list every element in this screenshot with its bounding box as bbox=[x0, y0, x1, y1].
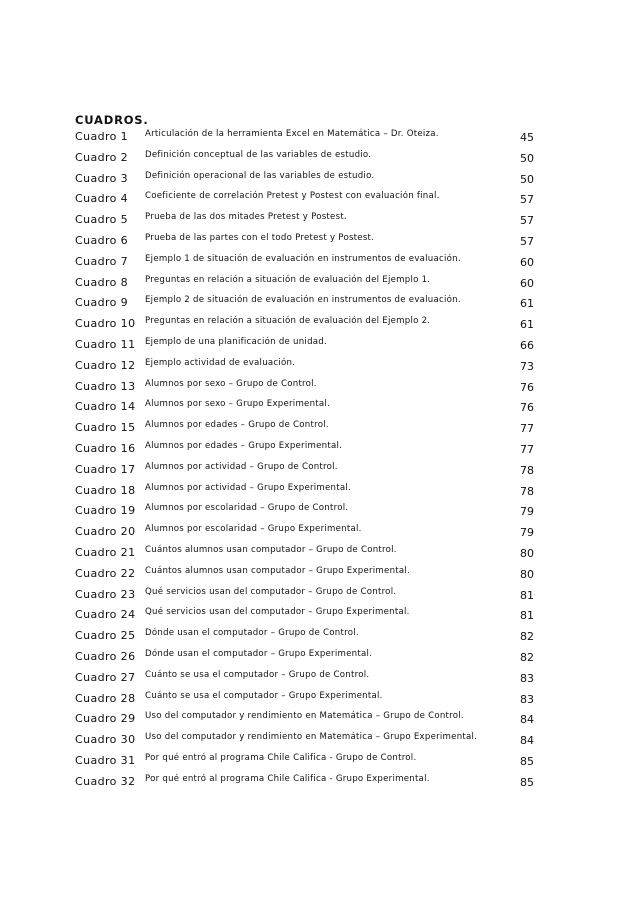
entry-label: Cuadro 31 bbox=[75, 753, 136, 767]
entry-label: Cuadro 27 bbox=[75, 670, 136, 684]
entry-title: Ejemplo 1 de situación de evaluación en instrumentos de evaluación. bbox=[145, 253, 461, 264]
entry-title: Prueba de las dos mitades Pretest y Postest. bbox=[145, 212, 347, 223]
toc-entry bbox=[75, 377, 537, 398]
entry-title: Dónde usan el computador – Grupo Experimental. bbox=[145, 648, 373, 659]
toc-entry bbox=[75, 335, 537, 356]
entry-page-number: 84 bbox=[520, 734, 534, 748]
entry-page-number: 79 bbox=[520, 505, 534, 519]
entry-label: Cuadro 26 bbox=[75, 649, 136, 663]
entry-label: Cuadro 7 bbox=[75, 254, 129, 268]
entry-page-number: 60 bbox=[520, 255, 534, 269]
entry-title: Cuánto se usa el computador – Grupo de Control. bbox=[145, 669, 370, 680]
entry-page-number: 77 bbox=[520, 442, 534, 456]
entry-title: Preguntas en relación a situación de evaluación del Ejemplo 2. bbox=[145, 316, 431, 327]
page-title: CUADROS. bbox=[75, 113, 149, 127]
entry-title: Prueba de las partes con el todo Pretest y Postest. bbox=[145, 232, 375, 243]
entry-label: Cuadro 8 bbox=[75, 275, 129, 289]
entry-title: Qué servicios usan del computador – Grupo Experimental. bbox=[145, 607, 410, 618]
entry-title: Alumnos por actividad – Grupo Experimental. bbox=[145, 482, 352, 493]
entry-page-number: 57 bbox=[520, 193, 534, 207]
entry-label: Cuadro 25 bbox=[75, 629, 136, 643]
entry-title: Ejemplo 2 de situación de evaluación en instrumentos de evaluación. bbox=[145, 295, 461, 306]
entry-page-number: 45 bbox=[520, 131, 534, 144]
entry-page-number: 50 bbox=[520, 151, 534, 165]
entry-label: Cuadro 30 bbox=[75, 733, 136, 747]
entry-label: Cuadro 21 bbox=[75, 545, 136, 559]
entry-title: Alumnos por sexo – Grupo de Control. bbox=[145, 378, 317, 389]
toc-entry bbox=[75, 148, 537, 169]
entry-page-number: 85 bbox=[520, 754, 534, 768]
entry-page-number: 83 bbox=[520, 671, 534, 685]
toc-entry bbox=[75, 689, 537, 710]
toc-entry bbox=[75, 418, 537, 439]
entry-page-number: 50 bbox=[520, 172, 534, 186]
entry-page-number: 61 bbox=[520, 318, 534, 332]
toc-entry bbox=[75, 522, 537, 543]
entry-title: Cuánto se usa el computador – Grupo Experimental. bbox=[145, 690, 383, 701]
entry-label: Cuadro 18 bbox=[75, 483, 136, 497]
entry-title: Por qué entró al programa Chile Califica - Grupo Experimental. bbox=[145, 773, 430, 784]
entry-page-number: 80 bbox=[520, 567, 534, 581]
entry-page-number: 57 bbox=[520, 234, 534, 248]
toc-entry bbox=[75, 564, 537, 585]
entry-label: Cuadro 29 bbox=[75, 712, 136, 726]
entry-title: Alumnos por actividad – Grupo de Control. bbox=[145, 461, 338, 472]
entry-title: Coeficiente de correlación Pretest y Postest con evaluación final. bbox=[145, 191, 440, 202]
entry-label: Cuadro 16 bbox=[75, 441, 136, 455]
toc-entry bbox=[75, 210, 537, 231]
entry-title: Alumnos por escolaridad – Grupo de Control. bbox=[145, 503, 349, 514]
entry-page-number: 78 bbox=[520, 463, 534, 477]
toc-entry bbox=[75, 585, 537, 606]
entry-label: Cuadro 23 bbox=[75, 587, 136, 601]
entry-title: Cuántos alumnos usan computador – Grupo Experimental. bbox=[145, 565, 411, 576]
entry-label: Cuadro 22 bbox=[75, 566, 136, 580]
entry-label: Cuadro 28 bbox=[75, 691, 136, 705]
entry-label: Cuadro 10 bbox=[75, 317, 136, 331]
entry-page-number: 78 bbox=[520, 484, 534, 498]
entry-title: Definición conceptual de las variables de estudio. bbox=[145, 149, 372, 160]
entry-label: Cuadro 9 bbox=[75, 296, 129, 310]
toc-entry bbox=[75, 626, 537, 647]
entry-label: Cuadro 6 bbox=[75, 233, 129, 247]
toc-entry bbox=[75, 231, 537, 252]
entry-page-number: 73 bbox=[520, 359, 534, 373]
entry-label: Cuadro 24 bbox=[75, 608, 136, 622]
entry-page-number: 76 bbox=[520, 380, 534, 394]
toc-entry bbox=[75, 314, 537, 335]
entry-page-number: 80 bbox=[520, 546, 534, 560]
entry-label: Cuadro 4 bbox=[75, 192, 129, 206]
entry-title: Uso del computador y rendimiento en Matemática – Grupo Experimental. bbox=[145, 732, 478, 743]
entry-title: Ejemplo de una planificación de unidad. bbox=[145, 336, 327, 347]
toc-entry bbox=[75, 668, 537, 689]
toc-entry bbox=[75, 501, 537, 522]
entry-label: Cuadro 17 bbox=[75, 462, 136, 476]
toc-entry bbox=[75, 356, 537, 377]
toc-entry bbox=[75, 481, 537, 502]
entry-label: Cuadro 15 bbox=[75, 421, 136, 435]
entry-title: Preguntas en relación a situación de evaluación del Ejemplo 1. bbox=[145, 274, 431, 285]
entry-label: Cuadro 3 bbox=[75, 171, 129, 185]
entry-label: Cuadro 11 bbox=[75, 337, 136, 351]
entry-page-number: 82 bbox=[520, 630, 534, 644]
entry-label: Cuadro 20 bbox=[75, 525, 136, 539]
entry-page-number: 83 bbox=[520, 692, 534, 706]
entry-title: Por qué entró al programa Chile Califica - Grupo de Control. bbox=[145, 752, 417, 763]
entry-label: Cuadro 13 bbox=[75, 379, 136, 393]
toc-entry bbox=[75, 772, 537, 793]
entry-label: Cuadro 12 bbox=[75, 358, 136, 372]
toc-entry bbox=[75, 460, 537, 481]
toc-entry bbox=[75, 293, 537, 314]
toc-entry bbox=[75, 709, 537, 730]
toc-entry bbox=[75, 439, 537, 460]
entry-page-number: 66 bbox=[520, 338, 534, 352]
toc-entry bbox=[75, 397, 537, 418]
entry-title: Cuántos alumnos usan computador – Grupo de Control. bbox=[145, 544, 397, 555]
toc-entry bbox=[75, 605, 537, 626]
table-of-contents-list bbox=[75, 127, 537, 793]
entry-label: Cuadro 1 bbox=[75, 130, 129, 143]
entry-page-number: 81 bbox=[520, 609, 534, 623]
entry-title: Alumnos por edades – Grupo Experimental. bbox=[145, 440, 343, 451]
entry-label: Cuadro 5 bbox=[75, 213, 129, 227]
entry-page-number: 85 bbox=[520, 775, 534, 789]
entry-title: Uso del computador y rendimiento en Matemática – Grupo de Control. bbox=[145, 711, 464, 722]
toc-entry bbox=[75, 252, 537, 273]
entry-title: Definición operacional de las variables de estudio. bbox=[145, 170, 375, 181]
entry-title: Alumnos por escolaridad – Grupo Experimental. bbox=[145, 524, 362, 535]
toc-entry bbox=[75, 189, 537, 210]
entry-title: Qué servicios usan del computador – Grupo de Control. bbox=[145, 586, 397, 597]
entry-page-number: 61 bbox=[520, 297, 534, 311]
entry-page-number: 82 bbox=[520, 650, 534, 664]
entry-label: Cuadro 14 bbox=[75, 400, 136, 414]
entry-page-number: 84 bbox=[520, 713, 534, 727]
entry-label: Cuadro 2 bbox=[75, 150, 129, 164]
entry-page-number: 77 bbox=[520, 422, 534, 436]
entry-page-number: 60 bbox=[520, 276, 534, 290]
entry-title: Alumnos por edades – Grupo de Control. bbox=[145, 420, 329, 431]
entry-title: Alumnos por sexo – Grupo Experimental. bbox=[145, 399, 331, 410]
toc-entry bbox=[75, 169, 537, 190]
toc-entry bbox=[75, 127, 537, 148]
toc-entry bbox=[75, 647, 537, 668]
entry-label: Cuadro 32 bbox=[75, 774, 136, 788]
toc-entry bbox=[75, 751, 537, 772]
entry-title: Ejemplo actividad de evaluación. bbox=[145, 357, 296, 368]
toc-entry bbox=[75, 730, 537, 751]
entry-title: Dónde usan el computador – Grupo de Control. bbox=[145, 628, 359, 639]
entry-page-number: 79 bbox=[520, 526, 534, 540]
entry-label: Cuadro 19 bbox=[75, 504, 136, 518]
entry-page-number: 81 bbox=[520, 588, 534, 602]
entry-title: Articulación de la herramienta Excel en Matemática – Dr. Oteiza. bbox=[145, 129, 439, 139]
entry-page-number: 76 bbox=[520, 401, 534, 415]
toc-entry bbox=[75, 543, 537, 564]
entry-page-number: 57 bbox=[520, 214, 534, 228]
toc-entry bbox=[75, 273, 537, 294]
